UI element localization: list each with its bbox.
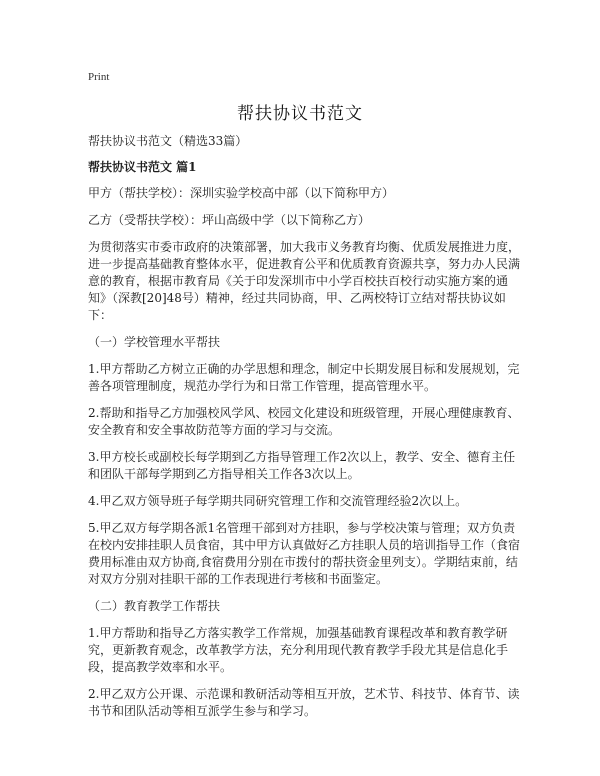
section-1-item: 1.甲方帮助乙方树立正确的办学思想和理念，制定中长期发展目标和发展规划，完善各项管理制度，规范办学行为和日常工作管理，提高管理水平。 xyxy=(88,362,520,393)
section-1-item: 2.帮助和指导乙方加强校风学风、校园文化建设和班级管理，开展心理健康教育、安全教育和安全事故防范等方面的学习与交流。 xyxy=(88,406,520,437)
party-b-text: 乙方（受帮扶学校）：坪山高级中学（以下简称乙方） xyxy=(88,213,371,227)
party-a-text: 甲方（帮扶学校）：深圳实验学校高中部（以下简称甲方） xyxy=(88,186,395,200)
section-1-title: （一）学校管理水平帮扶 xyxy=(88,335,221,349)
section-1-item: 3.甲方校长或副校长每学期到乙方指导管理工作2次以上，教学、安全、德育主任和团队干部每学期到乙方指导相关工作各3次以上。 xyxy=(88,450,516,481)
intro-paragraph: 为贯彻落实市委市政府的决策部署，加大我市义务教育均衡、优质发展推进力度，进一步提高基础教育整体水平，促进教育公平和优质教育资源共享，努力办人民满意的教育，根据市教育局《关于印发深圳市中小学百校扶百校行动实施方案的通知》（深教[20]48号）精神，经过共同协商，甲、乙两校特订立结对帮扶协议如下： xyxy=(88,240,521,322)
document-body xyxy=(88,133,520,730)
section-1-item: 4.甲乙双方领导班子每学期共同研究管理工作和交流管理经验2次以上。 xyxy=(88,494,468,508)
section-1-item: 5.甲乙双方每学期各派1名管理干部到对方挂职，参与学校决策与管理；双方负责在校内安排挂职人员食宿，其中甲方认真做好乙方挂职人员的培训指导工作（食宿费用标准由双方协商,食宿费用分别在市拨付的帮扶资金里列支）。学期结束前，结对双方分别对挂职干部的工作表现进行考核和书面鉴定。 xyxy=(88,521,521,586)
section-2-title: （二）教育教学工作帮扶 xyxy=(88,599,221,613)
document-subtitle: 帮扶协议书范文（精选33篇） xyxy=(88,134,248,148)
print-link[interactable]: Print xyxy=(88,71,110,83)
section-2-item: 1.甲方帮助和指导乙方落实教学工作常规，加强基础教育课程改革和教育教学研究，更新教育观念，改革教学方法，充分利用现代教育教学手段尤其是信息化手段，提高教学效率和水平。 xyxy=(88,626,509,674)
article-heading: 帮扶协议书范文 篇1 xyxy=(88,160,197,174)
section-2-item: 2.甲乙双方公开课、示范课和教研活动等相互开放，艺术节、科技节、体育节、读书节和团队活动等相互派学生参与和学习。 xyxy=(88,687,520,718)
page-title: 帮扶协议书范文 xyxy=(237,104,363,124)
